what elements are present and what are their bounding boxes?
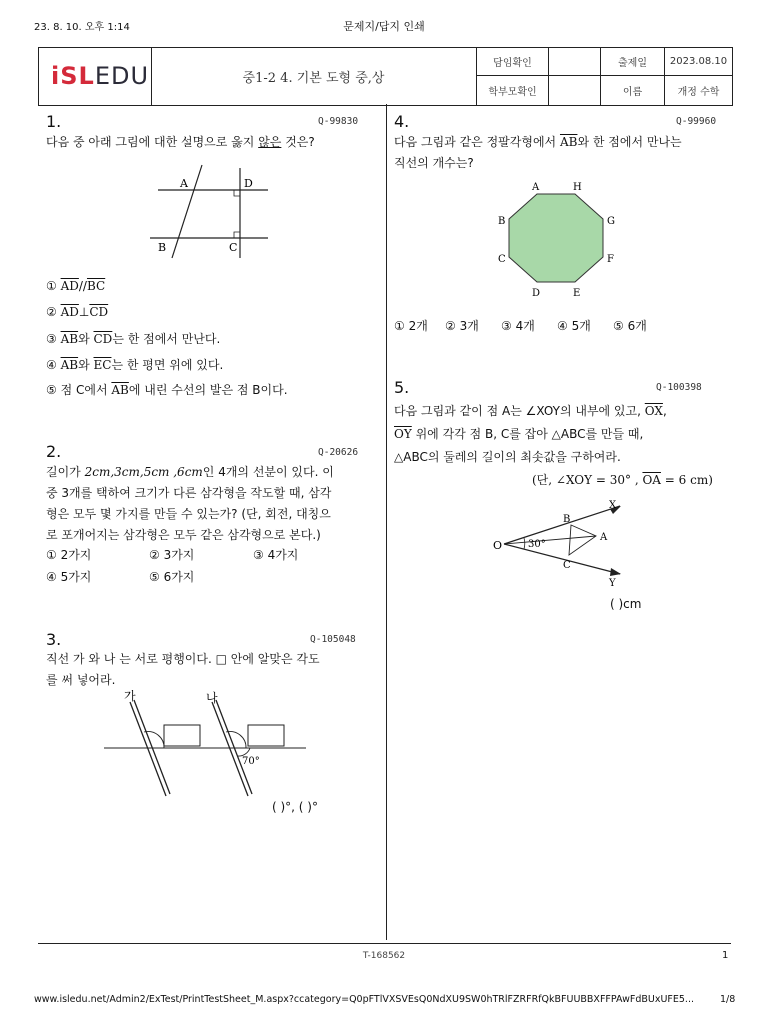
q2-option-3[interactable]: ③ 4가지 [253,548,299,562]
label-o: O [493,539,503,552]
q3-figure [100,690,310,802]
logo-isl: iSL [51,62,95,90]
question-text: 다음 중 아래 그림에 대한 설명으로 옳지 않은 것은? [46,135,315,149]
label-a: A [600,532,608,543]
question-code: Q-105048 [310,634,356,645]
q2-option-5[interactable]: ⑤ 6가지 [149,570,195,584]
column-divider [386,104,387,940]
question-text: 직선 가 와 나 는 서로 평행이다. □ 안에 알맞은 각도 를 써 넣어라. [46,652,320,687]
angle-30: 30° [528,539,546,550]
q4-option-1[interactable]: ① 2개 [394,319,428,333]
label-b: B [563,514,571,525]
question-code: Q-100398 [656,382,702,393]
print-title: 문제지/답지 인쇄 [343,20,425,33]
isledu-logo [39,48,152,105]
footer-page: 1 [722,950,729,961]
q1-option-5[interactable]: ⑤ 점 C에서 $\overline{AB}$에 내린 수선의 발은 점 B이다. [46,383,288,397]
label-x: X [609,500,617,511]
q1-option-3[interactable]: ③ $\overline{AB}$와 $\overline{CD}$는 한 점에서 만난다. [46,332,221,346]
teacher-check-label: 담임확인 [477,48,549,76]
question-number: 5. [394,378,410,397]
footer-code: T-168562 [362,951,406,961]
answer-box-2[interactable] [248,725,284,746]
q4-option-2[interactable]: ② 3개 [445,319,479,333]
logo-edu: EDU [94,62,150,90]
label-f: F [607,254,614,265]
label-h: H [573,182,582,193]
label-d: D [244,177,253,190]
angle-70: 70° [242,756,260,767]
label-a: A [180,177,188,190]
q2-option-4[interactable]: ④ 5가지 [46,570,92,584]
print-datetime: 23. 8. 10. 오후 1:14 [34,22,130,33]
question-code: Q-99960 [676,116,717,127]
question-code: Q-20626 [318,447,359,458]
q2-option-2[interactable]: ② 3가지 [149,548,195,562]
q5-angle-figure [490,498,630,586]
footer-divider [38,943,731,944]
teacher-check-box[interactable] [549,48,601,76]
question-number: 2. [46,442,62,461]
q4-octagon-figure [494,178,624,304]
exam-date-label: 출제일 [601,48,665,76]
q5-answer-blank[interactable]: ( )cm [610,597,642,611]
exam-date-value: 2023.08.10 [665,48,732,76]
q1-option-2[interactable]: ② $\overline{AD}\perp\overline{CD}$ [46,305,109,319]
q5-condition: (단, ∠XOY = 30° , $\overline{OA} = 6$ cm) [532,473,713,487]
label-a: A [532,182,540,193]
q4-option-3[interactable]: ③ 4개 [501,319,535,333]
q1-figure [150,160,270,260]
question-number: 1. [46,112,62,131]
question-text: 길이가 2cm,3cm,5cm ,6cm인 4개의 선분이 있다. 이 중 3개를 택하여 크기가 다른 삼각형을 작도할 때, 삼각 형은 모두 몇 가지를 만들 수 있는가? (단, 회전, 대칭으 로 포개어지는 삼각형은 모두 같은 삼각형으로 본다.) [46,465,334,542]
label-b: B [498,216,506,227]
print-url[interactable]: www.isledu.net/Admin2/ExTest/PrintTestSheet_M.aspx?ccategory=Q0pFTlVXSVEsQ0NdXU9SW0hTRlFZRFRfQkBFUUBBXFFPAwFdBUxUFE5... [34,994,694,1005]
parent-check-label: 학부모확인 [477,76,549,105]
question-text: 다음 그림과 같은 정팔각형에서 $\overline{AB}$와 한 점에서 만나는 직선의 개수는? [394,135,682,170]
q4-option-4[interactable]: ④ 5개 [557,319,591,333]
label-c: C [229,241,238,254]
label-g: G [607,216,615,227]
label-c: C [498,254,506,265]
label-ga: 가 [124,690,136,703]
test-title: 중1-2 4. 기본 도형 중,상 [151,48,477,105]
label-na: 나 [206,691,218,705]
q2-option-1[interactable]: ① 2가지 [46,548,92,562]
label-c: C [563,560,571,571]
q3-answer-blank[interactable]: ( )°, ( )° [272,800,318,814]
question-number: 4. [394,112,410,131]
answer-box-1[interactable] [164,725,200,746]
name-label: 이름 [601,76,665,105]
q1-option-4[interactable]: ④ $\overline{AB}$와 $\overline{EC}$는 한 평면 위에 있다. [46,358,224,372]
emphasis-not: 않은 [258,135,282,149]
q1-option-1[interactable]: ① $\overline{AD}//\overline{BC}$ [46,279,106,293]
label-b: B [158,241,167,254]
label-y: Y [609,578,616,586]
parent-check-box[interactable] [549,76,601,105]
q4-option-5[interactable]: ⑤ 6개 [613,319,647,333]
name-value: 개정 수학 [677,87,720,98]
question-number: 3. [46,630,62,649]
test-header [38,47,733,106]
label-d: D [532,288,541,299]
label-e: E [573,288,581,299]
question-text: 다음 그림과 같이 점 A는 ∠XOY의 내부에 있고, $\overline{OX}$, $\overline{OY}$ 위에 각각 점 B, C를 잡아 △ABC를 만들 때, △ABC의 둘레의 길이의 최솟값을 구하여라. [394,404,667,464]
octagon-shape [509,194,603,282]
header-info-grid [477,48,732,105]
question-code: Q-99830 [318,116,359,127]
print-page-count: 1/8 [720,994,736,1005]
